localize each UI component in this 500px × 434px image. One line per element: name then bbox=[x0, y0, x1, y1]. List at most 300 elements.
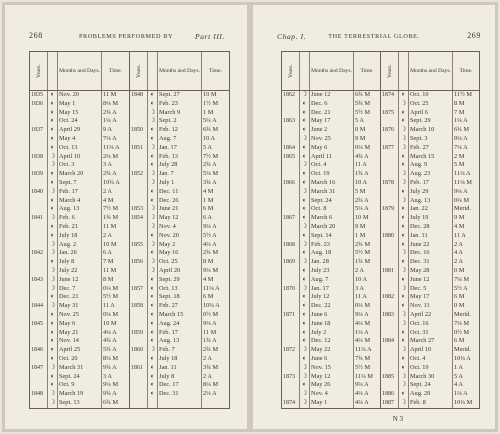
phase-icon: ☽ bbox=[399, 197, 409, 206]
date-cell: May 12 bbox=[310, 373, 354, 382]
date-cell: June 21 bbox=[158, 205, 202, 214]
phase-icon: ◐ bbox=[399, 161, 409, 170]
phase-icon: ◐ bbox=[148, 188, 158, 197]
table-row bbox=[282, 329, 480, 338]
time-cell: 2¼ A bbox=[202, 390, 230, 399]
time-cell: Merid. bbox=[453, 311, 480, 320]
time-cell: 6 M bbox=[453, 337, 480, 346]
phase-icon: ◐ bbox=[148, 373, 158, 382]
time-cell: 0¼ M bbox=[354, 302, 381, 311]
date-cell: Jan. 7 bbox=[158, 170, 202, 179]
year-cell bbox=[381, 258, 399, 267]
time-header: Time. bbox=[354, 52, 381, 91]
phase-icon: ◐ bbox=[148, 249, 158, 258]
phase-icon: ◐ bbox=[148, 311, 158, 320]
phase-icon: ◐ bbox=[399, 188, 409, 197]
date-cell: Dec. 31 bbox=[158, 390, 202, 399]
date-cell: Aug. 7 bbox=[310, 276, 354, 285]
date-cell: Jan. 22 bbox=[409, 205, 453, 214]
table-row bbox=[282, 232, 480, 241]
date-cell: March 19 bbox=[58, 390, 102, 399]
year-cell: 1869 bbox=[282, 258, 300, 267]
year-cell bbox=[30, 117, 48, 126]
time-cell: 2 A bbox=[453, 258, 480, 267]
year-cell bbox=[381, 153, 399, 162]
time-cell: 7 M bbox=[102, 258, 130, 267]
year-cell bbox=[381, 285, 399, 294]
date-cell: Jan. 11 bbox=[158, 364, 202, 373]
time-cell: 11 M bbox=[102, 223, 130, 232]
year-cell bbox=[130, 109, 148, 118]
year-cell bbox=[381, 117, 399, 126]
time-cell: 0 M bbox=[453, 302, 480, 311]
year-cell bbox=[130, 381, 148, 390]
phase-icon: ◐ bbox=[148, 320, 158, 329]
time-cell: 6¾ M bbox=[102, 399, 130, 408]
table-row bbox=[30, 232, 230, 241]
time-cell: 11¼ M bbox=[354, 373, 381, 382]
time-cell: 4 M bbox=[202, 276, 230, 285]
date-cell: March 20 bbox=[310, 223, 354, 232]
time-cell: 9 A bbox=[102, 126, 130, 135]
phase-icon: ◐ bbox=[48, 135, 58, 144]
year-cell bbox=[381, 214, 399, 223]
phase-icon: ◐ bbox=[48, 126, 58, 135]
phase-icon: ☽ bbox=[399, 170, 409, 179]
year-cell bbox=[30, 179, 48, 188]
phase-icon: ◐ bbox=[148, 381, 158, 390]
phase-icon: ◐ bbox=[148, 232, 158, 241]
time-cell: 8 M bbox=[453, 100, 480, 109]
table-row bbox=[282, 267, 480, 276]
date-cell: Oct. 31 bbox=[409, 329, 453, 338]
date-cell: May 22 bbox=[310, 346, 354, 355]
year-cell bbox=[282, 337, 300, 346]
year-cell: 1870 bbox=[282, 285, 300, 294]
time-cell: 2¾ M bbox=[354, 241, 381, 250]
phase-icon: ☽ bbox=[399, 373, 409, 382]
time-cell: 1¾ M bbox=[102, 214, 130, 223]
time-cell: 5 M bbox=[354, 188, 381, 197]
year-cell bbox=[30, 109, 48, 118]
phase-icon: ◐ bbox=[300, 205, 310, 214]
time-cell: 1½ M bbox=[202, 100, 230, 109]
year-cell: 1887 bbox=[381, 399, 399, 408]
phase-icon: ☽ bbox=[399, 249, 409, 258]
time-cell: 10 A bbox=[202, 135, 230, 144]
phase-icon: ◐ bbox=[300, 153, 310, 162]
phase-icon: ◐ bbox=[148, 293, 158, 302]
phase-icon: ◐ bbox=[399, 293, 409, 302]
date-cell: Aug. 18 bbox=[310, 249, 354, 258]
table-row bbox=[30, 267, 230, 276]
date-cell: June 12 bbox=[409, 276, 453, 285]
time-cell: 9¼ A bbox=[453, 135, 480, 144]
date-cell: Aug. 13 bbox=[158, 337, 202, 346]
phase-icon: ◐ bbox=[399, 241, 409, 250]
phase-icon: ◐ bbox=[148, 285, 158, 294]
phase-icon: ☽ bbox=[300, 390, 310, 399]
date-cell: June 6 bbox=[310, 311, 354, 320]
phase-icon: ☽ bbox=[300, 346, 310, 355]
date-cell: Jan. 11 bbox=[409, 232, 453, 241]
time-cell: 7¼ M bbox=[453, 320, 480, 329]
phase-icon: ◐ bbox=[300, 311, 310, 320]
date-cell: May 4 bbox=[58, 135, 102, 144]
table-row bbox=[30, 153, 230, 162]
time-cell: 1¾ A bbox=[354, 170, 381, 179]
time-cell: 1¼ A bbox=[453, 390, 480, 399]
time-cell: 11¼ M bbox=[453, 179, 480, 188]
phase-icon: ◐ bbox=[399, 117, 409, 126]
date-cell: Aug. 13 bbox=[58, 205, 102, 214]
time-cell: 8 M bbox=[202, 258, 230, 267]
table-row bbox=[30, 170, 230, 179]
year-cell bbox=[30, 355, 48, 364]
year-cell bbox=[381, 364, 399, 373]
year-cell bbox=[30, 161, 48, 170]
date-cell: Jan. 17 bbox=[310, 285, 354, 294]
year-cell bbox=[381, 329, 399, 338]
time-cell: 7 M bbox=[453, 109, 480, 118]
year-cell: 1874 bbox=[282, 399, 300, 408]
table-row bbox=[282, 91, 480, 100]
date-cell: March 9 bbox=[158, 109, 202, 118]
date-cell: Sept. 2 bbox=[158, 117, 202, 126]
date-cell: Oct. 19 bbox=[310, 170, 354, 179]
date-cell: Nov. 4 bbox=[158, 223, 202, 232]
date-cell: Dec. 17 bbox=[158, 381, 202, 390]
time-cell: 1 M bbox=[202, 197, 230, 206]
year-cell: 1844 bbox=[30, 302, 48, 311]
phase-icon: ◐ bbox=[148, 390, 158, 399]
date-cell: May 28 bbox=[409, 267, 453, 276]
date-cell: Oct. 25 bbox=[409, 100, 453, 109]
table-row bbox=[282, 241, 480, 250]
time-cell: 6¾ M bbox=[202, 126, 230, 135]
year-cell bbox=[381, 249, 399, 258]
phase-icon: ☽ bbox=[300, 223, 310, 232]
time-cell: 8¼ M bbox=[202, 381, 230, 390]
table-row bbox=[30, 276, 230, 285]
date-cell bbox=[158, 399, 202, 408]
time-cell: 11 M bbox=[202, 329, 230, 338]
table-row bbox=[30, 91, 230, 100]
table-row bbox=[282, 293, 480, 302]
year-cell: 1858 bbox=[130, 302, 148, 311]
table-row bbox=[30, 205, 230, 214]
table-row bbox=[30, 161, 230, 170]
phase-icon: ☽ bbox=[48, 399, 58, 408]
time-cell: 5¼ M bbox=[202, 170, 230, 179]
date-cell: April 22 bbox=[409, 311, 453, 320]
phase-icon: ☽ bbox=[399, 126, 409, 135]
time-cell: 2 A bbox=[102, 188, 130, 197]
phase-icon: ◐ bbox=[48, 91, 58, 100]
year-cell: 1874 bbox=[381, 91, 399, 100]
right-running-head bbox=[253, 33, 495, 45]
phase-icon: ◐ bbox=[48, 329, 58, 338]
date-cell: May 15 bbox=[58, 109, 102, 118]
eclipse-table-right bbox=[281, 51, 480, 409]
year-cell: 1847 bbox=[30, 364, 48, 373]
time-cell: 0½ M bbox=[202, 311, 230, 320]
time-cell: 10 M bbox=[102, 241, 130, 250]
phase-icon: ◐ bbox=[48, 373, 58, 382]
year-cell: 1868 bbox=[282, 241, 300, 250]
date-cell: Dec. 12 bbox=[310, 337, 354, 346]
table-row bbox=[30, 223, 230, 232]
time-cell: 2¾ A bbox=[102, 170, 130, 179]
date-cell: Sept. 3 bbox=[409, 135, 453, 144]
phase-icon: ☽ bbox=[399, 320, 409, 329]
year-cell bbox=[30, 241, 48, 250]
time-cell: 11 M bbox=[102, 267, 130, 276]
date-cell: Oct. 20 bbox=[58, 355, 102, 364]
time-cell: 5½ M bbox=[354, 109, 381, 118]
time-cell: 11 A bbox=[102, 302, 130, 311]
date-cell: Sept. 18 bbox=[158, 293, 202, 302]
table-row bbox=[30, 214, 230, 223]
left-part-label: Part III. bbox=[195, 32, 225, 41]
year-cell bbox=[282, 355, 300, 364]
table-row bbox=[282, 346, 480, 355]
table-row bbox=[30, 364, 230, 373]
time-cell bbox=[202, 399, 230, 408]
phase-icon: ☽ bbox=[148, 117, 158, 126]
time-cell: 1¾ A bbox=[202, 337, 230, 346]
phase-icon: ◐ bbox=[300, 302, 310, 311]
time-cell: 10 A bbox=[354, 276, 381, 285]
year-cell: 1846 bbox=[30, 346, 48, 355]
table-row bbox=[282, 276, 480, 285]
year-cell: 1859 bbox=[130, 329, 148, 338]
phase-icon: ☽ bbox=[300, 399, 310, 408]
year-cell bbox=[282, 170, 300, 179]
date-cell: May 17 bbox=[310, 117, 354, 126]
time-cell: 9¼ A bbox=[453, 188, 480, 197]
year-cell: 1856 bbox=[130, 258, 148, 267]
year-cell: 1884 bbox=[381, 337, 399, 346]
phase-icon: ◐ bbox=[48, 311, 58, 320]
phase-icon: ☽ bbox=[48, 161, 58, 170]
year-cell bbox=[130, 311, 148, 320]
date-cell: July 28 bbox=[158, 161, 202, 170]
table-row bbox=[282, 258, 480, 267]
time-cell: 9¾ A bbox=[102, 364, 130, 373]
phase-icon: ☽ bbox=[148, 258, 158, 267]
time-cell: 7¼ A bbox=[453, 144, 480, 153]
phase-icon: ☽ bbox=[48, 214, 58, 223]
year-cell bbox=[130, 276, 148, 285]
time-cell: 7½ M bbox=[102, 205, 130, 214]
table-row bbox=[30, 293, 230, 302]
date-cell: Feb. 7 bbox=[158, 346, 202, 355]
year-cell: 1862 bbox=[282, 91, 300, 100]
phase-icon: ◐ bbox=[300, 117, 310, 126]
date-cell: Dec. 11 bbox=[158, 188, 202, 197]
phase-icon: ☽ bbox=[148, 109, 158, 118]
year-cell bbox=[30, 205, 48, 214]
phase-icon: ◐ bbox=[399, 355, 409, 364]
year-cell bbox=[381, 223, 399, 232]
time-cell: 10¾ A bbox=[102, 179, 130, 188]
phase-icon: ☽ bbox=[300, 91, 310, 100]
phase-icon: ◐ bbox=[399, 205, 409, 214]
date-cell: July 1 bbox=[158, 179, 202, 188]
year-cell: 1860 bbox=[130, 346, 148, 355]
time-cell: 1¾ M bbox=[354, 258, 381, 267]
time-cell: 0¼ M bbox=[354, 144, 381, 153]
date-cell: Dec. 6 bbox=[310, 100, 354, 109]
phase-icon: ◐ bbox=[48, 346, 58, 355]
phase-icon: ◐ bbox=[300, 381, 310, 390]
table-row bbox=[282, 197, 480, 206]
phase-icon: ◐ bbox=[399, 91, 409, 100]
year-cell: 1877 bbox=[381, 144, 399, 153]
time-cell: 2¾ A bbox=[102, 109, 130, 118]
phase-icon: ◐ bbox=[48, 170, 58, 179]
year-cell: 1843 bbox=[30, 276, 48, 285]
months-days-header: Months and Days. bbox=[158, 52, 202, 91]
year-cell bbox=[130, 293, 148, 302]
date-cell: Feb. 21 bbox=[58, 223, 102, 232]
year-cell bbox=[30, 197, 48, 206]
time-cell: 4 M bbox=[453, 223, 480, 232]
date-cell: June 18 bbox=[310, 320, 354, 329]
time-cell: 2¾ A bbox=[202, 161, 230, 170]
table-row bbox=[30, 373, 230, 382]
phase-icon: ☽ bbox=[48, 302, 58, 311]
year-cell: 1850 bbox=[130, 126, 148, 135]
phase-icon: ☽ bbox=[148, 170, 158, 179]
phase-icon: ◐ bbox=[399, 214, 409, 223]
date-cell: Aug. 23 bbox=[409, 170, 453, 179]
right-running-title: THE TERRESTRIAL GLOBE. bbox=[328, 33, 420, 40]
date-cell: March 4 bbox=[58, 197, 102, 206]
date-cell: Feb. 27 bbox=[409, 144, 453, 153]
phase-icon: ☽ bbox=[48, 276, 58, 285]
date-cell: Nov. 20 bbox=[158, 232, 202, 241]
table-row bbox=[30, 144, 230, 153]
date-cell: March 16 bbox=[310, 179, 354, 188]
time-cell: 0 M bbox=[354, 126, 381, 135]
phase-icon: ◐ bbox=[399, 109, 409, 118]
year-cell bbox=[381, 197, 399, 206]
year-cell: 1880 bbox=[381, 232, 399, 241]
year-cell bbox=[381, 170, 399, 179]
phase-icon: ☽ bbox=[399, 267, 409, 276]
months-days-header: Months and Days. bbox=[409, 52, 453, 91]
table-row bbox=[282, 337, 480, 346]
year-cell bbox=[130, 117, 148, 126]
time-cell: 11 M bbox=[102, 91, 130, 100]
phase-icon: ◐ bbox=[399, 337, 409, 346]
time-cell: 1¼ A bbox=[354, 329, 381, 338]
phase-icon: ◐ bbox=[300, 329, 310, 338]
phase-icon: ◐ bbox=[148, 364, 158, 373]
date-cell: Feb. 17 bbox=[58, 188, 102, 197]
time-cell: 4¾ A bbox=[102, 337, 130, 346]
year-cell: 1857 bbox=[130, 285, 148, 294]
table-row bbox=[30, 258, 230, 267]
time-cell: 8¼ M bbox=[102, 100, 130, 109]
year-cell: 1845 bbox=[30, 320, 48, 329]
table-row bbox=[282, 188, 480, 197]
time-cell: 7¼ A bbox=[102, 135, 130, 144]
table-row bbox=[282, 100, 480, 109]
date-cell: July 18 bbox=[158, 355, 202, 364]
year-cell bbox=[282, 109, 300, 118]
year-cell: 1881 bbox=[381, 267, 399, 276]
year-cell bbox=[130, 267, 148, 276]
table-row bbox=[282, 223, 480, 232]
time-cell: 11¼ A bbox=[354, 346, 381, 355]
date-cell: Jan. 28 bbox=[310, 258, 354, 267]
date-cell: Nov. 4 bbox=[310, 390, 354, 399]
time-cell: 5¾ A bbox=[102, 346, 130, 355]
date-cell: June 12 bbox=[58, 276, 102, 285]
phase-icon: ◐ bbox=[300, 144, 310, 153]
phase-icon: ☽ bbox=[300, 373, 310, 382]
year-cell bbox=[130, 100, 148, 109]
right-page-number: 269 bbox=[467, 31, 481, 40]
year-cell bbox=[30, 381, 48, 390]
year-cell: 1879 bbox=[381, 205, 399, 214]
date-cell: July 22 bbox=[58, 267, 102, 276]
year-cell bbox=[282, 100, 300, 109]
year-cell: 1886 bbox=[381, 390, 399, 399]
year-cell: 1883 bbox=[381, 311, 399, 320]
date-cell: Sept. 24 bbox=[58, 373, 102, 382]
date-cell: Sept. 29 bbox=[409, 117, 453, 126]
phase-icon: ◐ bbox=[148, 161, 158, 170]
year-cell: 1871 bbox=[282, 311, 300, 320]
phase-icon: ◐ bbox=[399, 364, 409, 373]
date-cell: April 6 bbox=[409, 109, 453, 118]
time-cell: 10 M bbox=[354, 214, 381, 223]
phase-icon: ◐ bbox=[399, 276, 409, 285]
time-cell: 4¼ M bbox=[354, 320, 381, 329]
year-cell bbox=[282, 267, 300, 276]
year-cell bbox=[381, 381, 399, 390]
table-row bbox=[282, 170, 480, 179]
phase-icon: ☽ bbox=[300, 364, 310, 373]
date-cell: Aug. 9 bbox=[409, 161, 453, 170]
phase-icon: ☽ bbox=[148, 205, 158, 214]
year-cell: 1885 bbox=[381, 373, 399, 382]
date-cell: Oct. 13 bbox=[58, 144, 102, 153]
date-cell: Sept. 29 bbox=[158, 276, 202, 285]
date-cell: Feb. 17 bbox=[409, 179, 453, 188]
year-cell bbox=[282, 276, 300, 285]
table-row bbox=[282, 117, 480, 126]
date-cell: April 29 bbox=[58, 126, 102, 135]
table-row bbox=[282, 179, 480, 188]
date-cell: Sept. 14 bbox=[310, 232, 354, 241]
time-cell: 9¼ A bbox=[202, 223, 230, 232]
year-cell bbox=[282, 205, 300, 214]
date-cell: June 2 bbox=[310, 126, 354, 135]
time-cell: 6 M bbox=[453, 293, 480, 302]
year-cell bbox=[381, 135, 399, 144]
year-cell bbox=[130, 179, 148, 188]
date-cell: April 25 bbox=[58, 346, 102, 355]
year-cell bbox=[130, 373, 148, 382]
year-cell bbox=[381, 355, 399, 364]
table-row bbox=[30, 381, 230, 390]
phase-header bbox=[148, 52, 158, 91]
